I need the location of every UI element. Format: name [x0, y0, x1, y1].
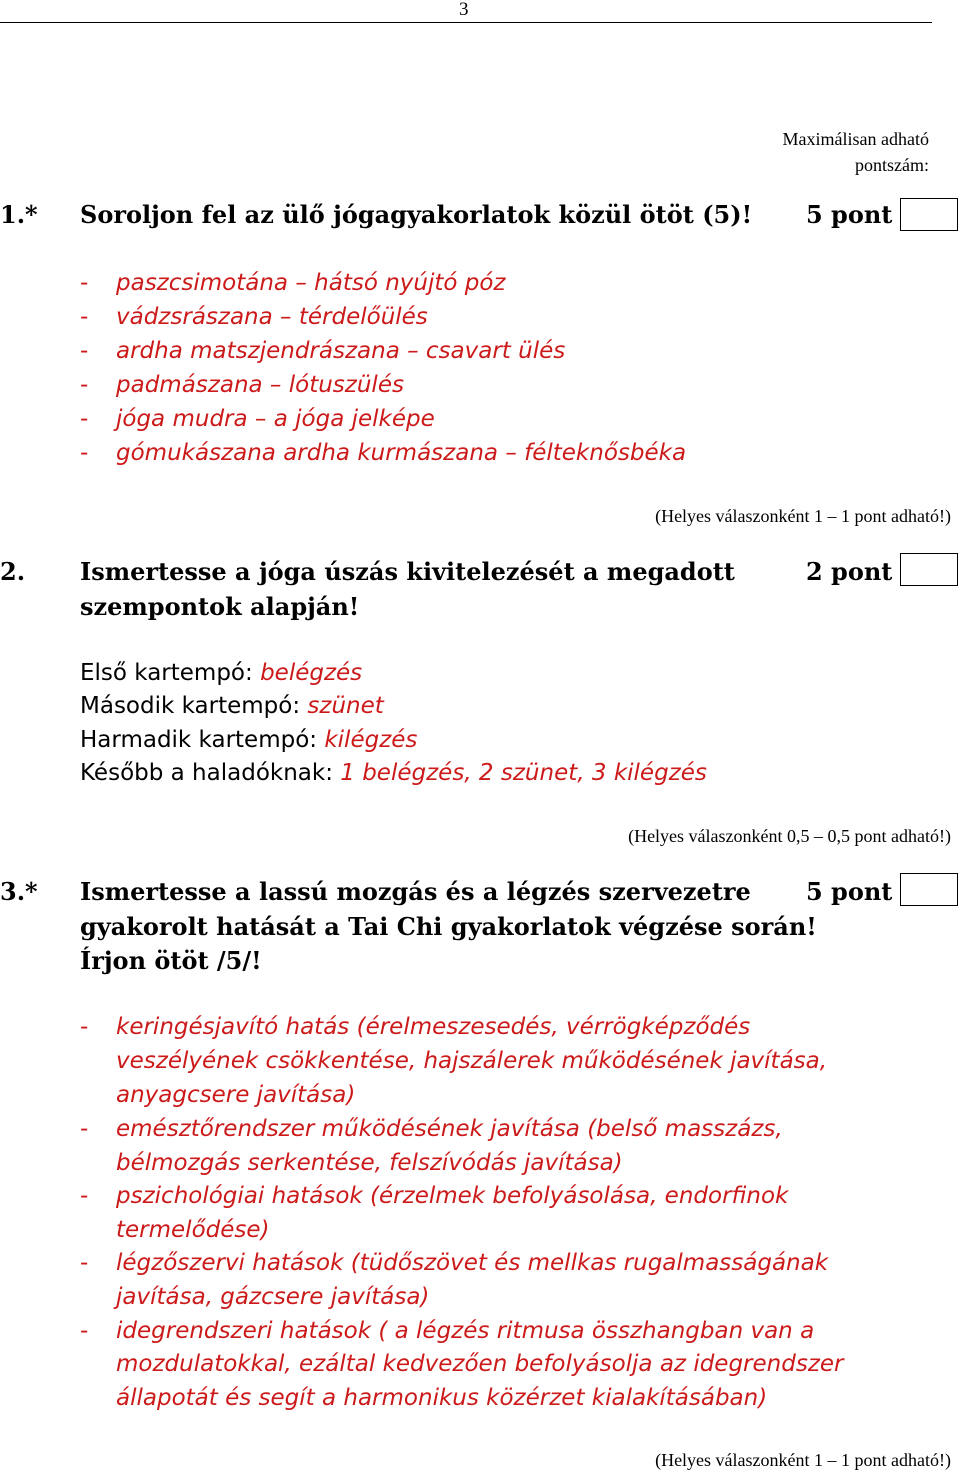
q1-scoring-note: (Helyes válaszonként 1 – 1 pont adható!) [655, 506, 951, 526]
q2-text-line1: Ismertesse a jóga úszás kivitelezését a megadott [80, 557, 735, 586]
list-dash: - [80, 1318, 89, 1344]
q3-answer-line: javítása, gázcsere javítása) [116, 1284, 430, 1310]
q2-row-value: 1 belégzés, 2 szünet, 3 kilégzés [340, 760, 707, 786]
max-points-label [783, 126, 929, 178]
q1-answer: vádzsrászana – térdelőülés [116, 304, 428, 330]
q1-answer: ardha matszjendrászana – csavart ülés [116, 338, 566, 364]
q2-row-label: Harmadik kartempó: [80, 727, 325, 753]
list-dash: - [80, 270, 89, 296]
q2-row-value: belégzés [260, 660, 363, 686]
q1-answer: paszcsimotána – hátsó nyújtó póz [116, 270, 506, 296]
q2-score-box[interactable] [900, 553, 958, 586]
q2-answer-row [80, 693, 384, 719]
q3-answer-line: idegrendszeri hatások ( a légzés ritmusa összhangban van a [116, 1318, 815, 1344]
list-dash: - [80, 1116, 89, 1142]
q2-row-label: Második kartempó: [80, 693, 308, 719]
q1-answer: gómukászana ardha kurmászana – félteknősbéka [116, 440, 687, 466]
q3-answer-line: termelődése) [116, 1217, 270, 1243]
q3-answer-line: veszélyének csökkentése, hajszálerek működésének javítása, [116, 1048, 828, 1074]
q3-points: 5 pont [806, 877, 893, 906]
q3-answer-line: légzőszervi hatások (tüdőszövet és mellkas rugalmasságának [116, 1250, 829, 1276]
q2-row-label: Első kartempó: [80, 660, 261, 686]
list-dash: - [80, 1250, 89, 1276]
q2-answer-row [80, 760, 707, 786]
q2-answer-row [80, 660, 362, 686]
q3-text-line3: Írjon ötöt /5/! [80, 946, 262, 975]
q3-answer-line: állapotát és segít a harmonikus közérzet kialakításában) [116, 1385, 768, 1411]
q3-answer-line: emésztőrendszer működésének javítása (belső masszázs, [116, 1116, 783, 1142]
q2-number: 2. [0, 557, 26, 586]
q3-score-box[interactable] [900, 873, 958, 906]
q1-text: Soroljon fel az ülő jógagyakorlatok közül ötöt (5)! [80, 200, 753, 229]
max-points-label-line1: Maximálisan adható [782, 129, 929, 149]
list-dash: - [80, 372, 89, 398]
q3-scoring-note: (Helyes válaszonként 1 – 1 pont adható!) [655, 1450, 951, 1470]
q2-text-line2: szempontok alapján! [80, 592, 360, 621]
q2-row-label: Később a haladóknak: [80, 760, 341, 786]
page-number: 3 [459, 0, 469, 20]
max-points-label-line2: pontszám: [855, 155, 929, 175]
q2-row-value: kilégzés [324, 727, 418, 753]
q1-answer: padmászana – lótuszülés [116, 372, 404, 398]
list-dash: - [80, 406, 89, 432]
q1-number: 1.* [0, 200, 38, 229]
q2-row-value: szünet [307, 693, 384, 719]
list-dash: - [80, 440, 89, 466]
q3-number: 3.* [0, 877, 38, 906]
header-rule [0, 22, 932, 23]
q1-answer: jóga mudra – a jóga jelképe [116, 406, 435, 432]
q3-answer-line: keringésjavító hatás (érelmeszesedés, vérrögképződés [116, 1014, 751, 1040]
q2-answer-row [80, 727, 417, 753]
q1-points: 5 pont [806, 200, 893, 229]
q2-points: 2 pont [806, 557, 893, 586]
list-dash: - [80, 1183, 89, 1209]
q3-answer-line: mozdulatokkal, ezáltal kedvezően befolyásolja az idegrendszer [116, 1351, 844, 1377]
q3-answer-line: bélmozgás serkentése, felszívódás javítása) [116, 1150, 623, 1176]
q3-text-line1: Ismertesse a lassú mozgás és a légzés szervezetre [80, 877, 751, 906]
q1-score-box[interactable] [900, 198, 958, 231]
q3-answer-line: anyagcsere javítása) [116, 1082, 356, 1108]
q3-answer-line: pszichológiai hatások (érzelmek befolyásolása, endorfinok [116, 1183, 789, 1209]
list-dash: - [80, 1014, 89, 1040]
q2-scoring-note: (Helyes válaszonként 0,5 – 0,5 pont adható!) [628, 826, 951, 846]
q3-text-line2: gyakorolt hatását a Tai Chi gyakorlatok végzése során! [80, 912, 817, 941]
list-dash: - [80, 338, 89, 364]
list-dash: - [80, 304, 89, 330]
